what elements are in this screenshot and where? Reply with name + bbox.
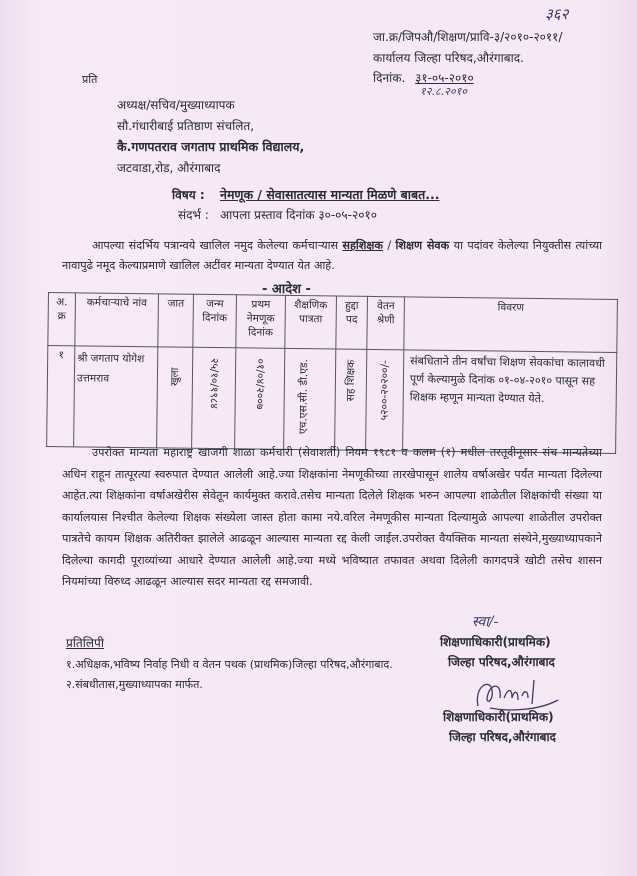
conditions-paragraph: उपरोक्त मान्यता महाराष्ट्र खाजगी शाळा कर्मचारी (सेवाशर्ती) नियम १९८१ व कलम (१) मधील तरतूदीनूसार संच मान्यतेच्या अधिन राहून तात्पूरत्या स्वरुपात देण्यात आलेली आहे.ज्या शिक्षकांना नेमणूकीच्या तारखेपासून शालेय वर्षाअखेर पर्यंत मान्यता दिलेल्या आहेत.त्या शिक्षकांना वर्षाअखेरीस सेवेतून कार्यमुक्त करावे.तसेच मान्यता दिलेले शिक्षक भरुन आपल्या शाळेतील शिक्षकांची संख्या या कार्यालयास निश्चीत केलेल्या शिक्षक संख्येला जास्त होता कामा नये.वरिल नेमणूकीस मान्यता दिल्यामुळे आपल्या शाळेतील उपरोक्त पात्रतेचे कायम शिक्षक अतिरीक्त झालेले आढळून आल्यास मान्यता रद्द केली जाईल.उपरोक्त वैयक्तिक मान्यता संस्थेने,मुख्याध्यापकाने दिलेल्या कागदी पूराव्यांच्या आधारे देण्यात आलेली आहे.ज्या मध्ये भविष्यात तफावत अथवा दिलेली कागदपत्रे खोटी तसेच शासन नियमांच्या विरुध्द आढळून आल्यास सदर मान्यता रद्द समजावी. xyxy=(62,446,602,588)
cell-caste xyxy=(157,347,193,448)
first-appointment-value: ०१/०४/२००७ xyxy=(253,358,267,410)
office-name: कार्यालय जिल्हा परिषद,औरंगाबाद. xyxy=(373,51,524,65)
col-header-caste: जात xyxy=(158,294,194,347)
signatory-office: जिल्हा परिषद,औरंगाबाद xyxy=(448,655,555,669)
signature-initials: स्वा/- xyxy=(472,614,499,630)
col-header-qualification: शैक्षणिक पात्रता xyxy=(285,295,337,349)
cell-qualification xyxy=(284,348,336,450)
copy-item-2: २.संबधीतास,मुख्याध्यापका मार्फत. xyxy=(66,678,203,691)
subject-label: विषय : xyxy=(172,188,205,202)
copy-item-1: १.अधिक्षक,भविष्य निर्वाह निधी व वेतन पथक (प्राथमिक)जिल्हा परिषद,औरंगाबाद. xyxy=(66,658,393,671)
signatory-office-2: जिल्हा परिषद,औरंगाबाद xyxy=(449,730,556,744)
table-row xyxy=(47,346,617,454)
recipient-line-1: अध्यक्ष/सचिव/मुख्याध्यापक xyxy=(117,98,235,112)
dob-value: २५/१०/१९८४ xyxy=(207,357,221,409)
cell-sr: १ xyxy=(47,346,75,447)
col-header-details: विवरण xyxy=(404,297,618,353)
reference-text: आपला प्रस्ताव दिनांक ३०-०५-२०१० xyxy=(220,208,377,222)
col-header-pay-scale: वेतन श्रेणी xyxy=(367,296,405,349)
signatory-title: शिक्षणाधिकारी(प्राथमिक) xyxy=(440,635,551,649)
pay-scale-value: ५२००-२०२००/- xyxy=(378,360,392,421)
copy-label: प्रतिलिपी xyxy=(66,636,104,650)
date-label: दिनांक. xyxy=(373,71,406,85)
intro-slash: / xyxy=(383,239,396,252)
signatory-title-2: शिक्षणाधिकारी(प्राथमिक) xyxy=(443,710,554,724)
handwritten-ref-number: ३६२ xyxy=(545,5,569,23)
post-highlight: सहशिक्षक xyxy=(342,239,384,252)
reference-number: जा.क्र/जिपऔ/शिक्षण/प्रावि-३/२०१०-२०११/ xyxy=(373,30,563,44)
cell-details: संबधिताने तीन वर्षांचा शिक्षण सेवकांचा कालावधी पूर्ण केल्यामुळे दिनांक ०१-०४-२०१० पासून सह शिक्षक म्हणून मान्यता देण्यात येते. xyxy=(403,350,617,454)
cell-post xyxy=(335,349,367,450)
reference-label: संदर्भ : xyxy=(178,208,209,222)
appointment-table xyxy=(46,292,618,454)
qualification-value: एच.एस.सी. डी.एड. xyxy=(297,359,311,435)
col-header-post: हुद्दा पद xyxy=(336,296,368,349)
recipient-school: कै.गणपतराव जगताप प्राथमिक विद्यालय, xyxy=(117,139,305,154)
caste-value: खुला xyxy=(168,367,182,387)
intro-text-2: या पदांवर केलेल्या नियुक्तीस त्यांच्या नावापुढे नमूद केल्याप्रमाणे खालिल अटींवर मान्यता देण्यात येत आहे. xyxy=(62,239,602,272)
post-highlight-2: शिक्षण सेवक xyxy=(395,239,450,252)
table-header-row xyxy=(48,293,618,353)
post-value: सह शिक्षक xyxy=(344,359,358,402)
date-value: ३१-०५-२०१० xyxy=(415,71,474,85)
cell-dob xyxy=(192,347,236,449)
order-heading: - आदेश - xyxy=(262,282,311,297)
col-header-sr: अ. क्र xyxy=(48,293,76,346)
recipient-line-2: सौ.गंधारीबाई प्रतिष्ठाण संचलित, xyxy=(117,119,255,133)
cell-first-appointment xyxy=(235,348,285,450)
intro-paragraph xyxy=(62,236,602,276)
subject-text: नेमणूक / सेवासातत्यास मान्यता मिळणे बाबत... xyxy=(220,187,440,202)
col-header-first-appointment: प्रथम नेमणूक दिनांक xyxy=(236,295,286,349)
cell-pay-scale xyxy=(366,349,404,450)
col-header-dob: जन्म दिनांक xyxy=(193,294,237,348)
signature-scribble-icon xyxy=(470,676,560,712)
handwritten-date: १२.८.२०१० xyxy=(420,85,468,98)
to-label: प्रति xyxy=(82,73,98,86)
recipient-address: जटवाडा,रोड, औरंगाबाद xyxy=(117,161,221,175)
intro-text-1: आपल्या संदर्भिय पत्रान्वये खालिल नमुद केलेल्या कर्मचाऱ्यास xyxy=(92,239,343,252)
cell-name: श्री जगताप योगेश उत्तमराव xyxy=(74,346,158,448)
col-header-name: कर्मचाऱ्याचे नांव xyxy=(75,293,159,347)
